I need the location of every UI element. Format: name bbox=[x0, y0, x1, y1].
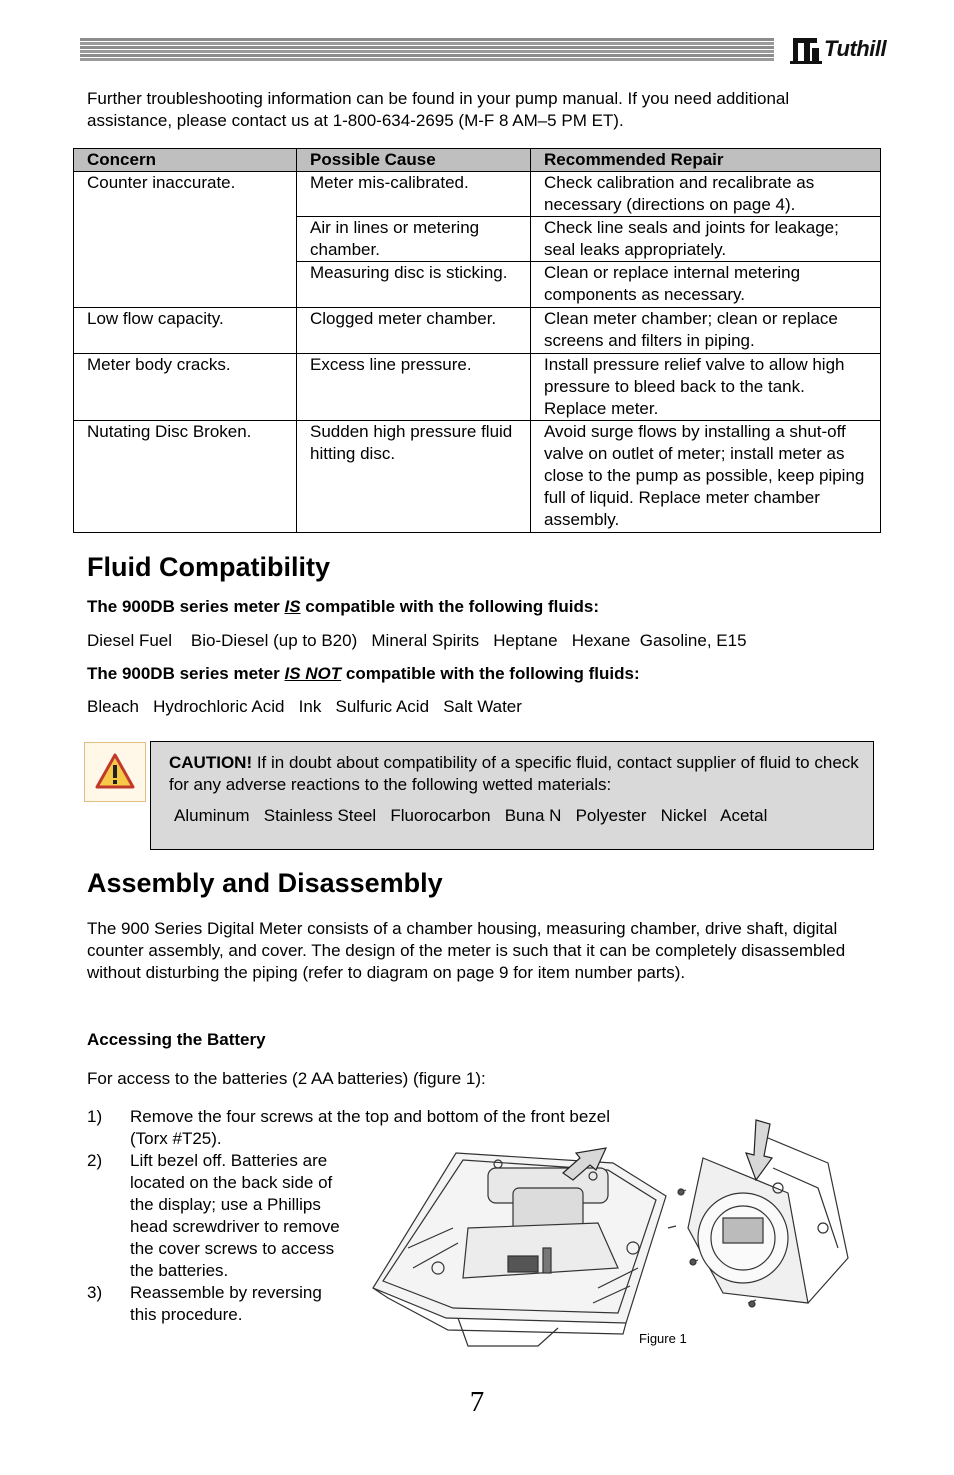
assembly-paragraph: The 900 Series Digital Meter consists of a chamber housing, measuring chamber, drive shaft, digital counter assembly, and cover. The design of the meter is such that it can be completely disassembled without disturbing the piping (refer to diagram on page 9 for item number parts). bbox=[87, 919, 846, 982]
step-text: Lift bezel off. Batteries are located on the back side of the display; use a Phillips head screwdriver to remove the cover screws to access the batteries. bbox=[130, 1151, 340, 1280]
battery-subheading: Accessing the Battery bbox=[87, 1030, 266, 1049]
cell-concern: Low flow capacity. bbox=[74, 308, 297, 354]
caution-label: CAUTION! bbox=[169, 753, 253, 772]
col-header-repair: Recommended Repair bbox=[531, 149, 881, 172]
caution-text bbox=[169, 752, 859, 796]
step-number: 3) bbox=[87, 1283, 103, 1302]
cell-cause: Air in lines or metering chamber. bbox=[297, 217, 531, 262]
tuthill-logo-mark-icon bbox=[790, 34, 822, 64]
tuthill-logo bbox=[790, 34, 910, 64]
col-header-cause: Possible Cause bbox=[297, 149, 531, 172]
brand-name: Tuthill bbox=[824, 36, 887, 61]
incompatible-prefix: The 900DB series meter bbox=[87, 664, 285, 683]
compatible-prefix: The 900DB series meter bbox=[87, 597, 285, 616]
cell-cause: Meter mis-calibrated. bbox=[297, 172, 531, 217]
battery-access-text: For access to the batteries (2 AA batteries) (figure 1): bbox=[87, 1069, 486, 1088]
header-stripe-bar bbox=[80, 38, 774, 64]
cell-cause: Clogged meter chamber. bbox=[297, 308, 531, 354]
table-row bbox=[74, 308, 881, 354]
intro-paragraph: Further troubleshooting information can be found in your pump manual. If you need additional assistance, please contact us at 1-800-634-2695 (M-F 8 AM–5 PM ET). bbox=[87, 89, 790, 130]
incompatible-statement bbox=[87, 664, 640, 684]
cell-repair: Clean or replace internal metering components as necessary. bbox=[531, 262, 881, 308]
warning-triangle-icon bbox=[84, 742, 146, 802]
step-number: 1) bbox=[87, 1107, 103, 1126]
incompatible-suffix: compatible with the following fluids: bbox=[341, 664, 640, 683]
step-number: 2) bbox=[87, 1151, 103, 1170]
col-header-concern: Concern bbox=[74, 149, 297, 172]
is-emphasis: IS bbox=[284, 597, 301, 616]
cell-repair: Check line seals and joints for leakage; seal leaks appropriately. bbox=[531, 217, 881, 262]
list-item bbox=[87, 1150, 345, 1282]
compatible-statement bbox=[87, 597, 599, 617]
cell-concern: Counter inaccurate. bbox=[74, 172, 297, 308]
troubleshooting-table bbox=[73, 148, 881, 533]
cell-concern: Meter body cracks. bbox=[74, 354, 297, 421]
table-row bbox=[74, 421, 881, 533]
cell-cause: Measuring disc is sticking. bbox=[297, 262, 531, 308]
cell-concern: Nutating Disc Broken. bbox=[74, 421, 297, 533]
step-text: Reassemble by reversing this procedure. bbox=[130, 1283, 322, 1324]
is-not-emphasis: IS NOT bbox=[284, 664, 342, 683]
page-number: 7 bbox=[469, 1386, 485, 1418]
list-item bbox=[87, 1282, 345, 1326]
fluid-compatibility-heading: Fluid Compatibility bbox=[87, 552, 330, 582]
incompatible-fluids-list: Bleach Hydrochloric Acid Ink Sulfuric Acid Salt Water bbox=[87, 697, 522, 716]
caution-message: If in doubt about compatibility of a specific fluid, contact supplier of fluid to check for any adverse reactions to the following wetted materials: bbox=[169, 753, 859, 794]
compatible-fluids-list: Diesel Fuel Bio-Diesel (up to B20) Mineral Spirits Heptane Hexane Gasoline, E15 bbox=[87, 631, 747, 650]
assembly-heading: Assembly and Disassembly bbox=[87, 868, 443, 898]
cell-repair: Check calibration and recalibrate as necessary (directions on page 4). bbox=[531, 172, 881, 217]
step-text: Remove the four screws at the top and bottom of the front bezel (Torx #T25). bbox=[130, 1107, 611, 1148]
table-header-row bbox=[74, 149, 881, 172]
wetted-materials-list: Aluminum Stainless Steel Fluorocarbon Buna N Polyester Nickel Acetal bbox=[174, 806, 768, 825]
table-row bbox=[74, 172, 881, 217]
table-row bbox=[74, 354, 881, 421]
cell-repair: Install pressure relief valve to allow high pressure to bleed back to the tank. Replace meter. bbox=[531, 354, 881, 421]
arrow-down-icon bbox=[746, 1120, 772, 1180]
cell-repair: Avoid surge flows by installing a shut-off valve on outlet of meter; install meter as close to the pump as possible, keep piping full of liquid. Replace meter chamber assembly. bbox=[531, 421, 881, 533]
bezel-housing-drawing bbox=[373, 1153, 666, 1346]
meter-disassembly-figure bbox=[368, 1118, 854, 1348]
caution-box bbox=[150, 741, 874, 850]
figure-caption: Figure 1 bbox=[639, 1331, 687, 1346]
cell-cause: Sudden high pressure fluid hitting disc. bbox=[297, 421, 531, 533]
cell-repair: Clean meter chamber; clean or replace screens and filters in piping. bbox=[531, 308, 881, 354]
compatible-suffix: compatible with the following fluids: bbox=[300, 597, 599, 616]
cell-cause: Excess line pressure. bbox=[297, 354, 531, 421]
